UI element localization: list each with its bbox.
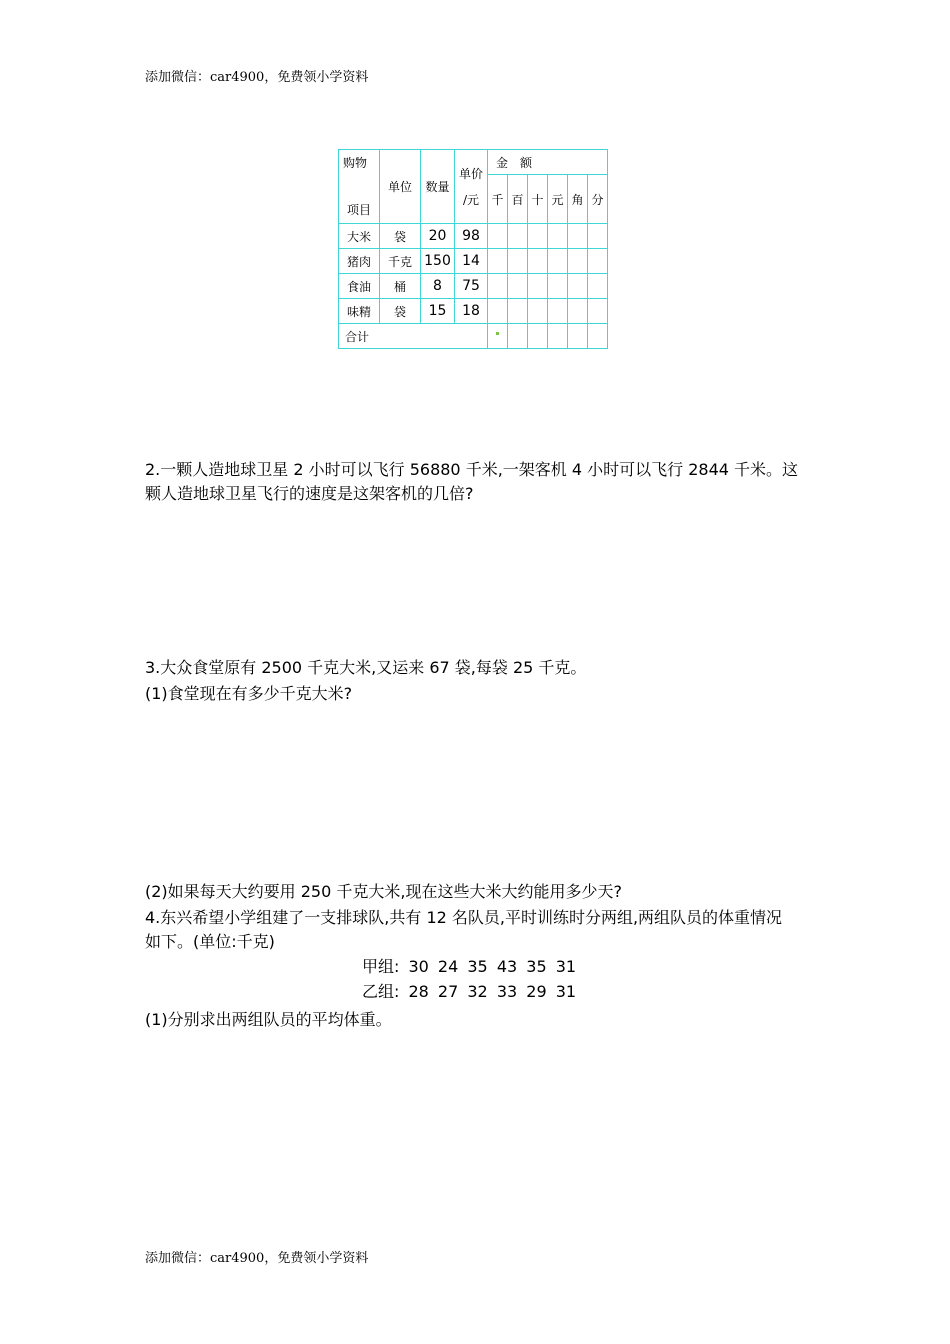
table-row [339, 224, 608, 249]
digit-header: 分 [588, 175, 608, 224]
green-dot-mark [496, 332, 499, 335]
digit-header: 十 [528, 175, 548, 224]
amount-cell [588, 299, 608, 324]
amount-cell [588, 249, 608, 274]
qty-cell: 150 [421, 249, 455, 274]
amount-cell [588, 324, 608, 349]
price-header [455, 150, 488, 224]
amount-cell [548, 249, 568, 274]
amount-cell [568, 249, 588, 274]
amount-cell [548, 324, 568, 349]
shopping-table [338, 149, 608, 349]
item-cell: 猪肉 [339, 249, 380, 274]
amount-cell [568, 274, 588, 299]
amount-cell [528, 224, 548, 249]
footer-watermark: 添加微信：car4900，免费领小学资料 [145, 1251, 369, 1266]
price-cell: 18 [455, 299, 488, 324]
question-2-line1: 2.一颗人造地球卫星 2 小时可以飞行 56880 千米,一架客机 4 小时可以飞行 2844 千米。这 [145, 460, 799, 479]
amount-cell [488, 299, 508, 324]
question-4-line2: 如下。(单位:千克) [145, 932, 275, 951]
question-4 [145, 906, 815, 954]
amount-cell [528, 249, 548, 274]
amount-cell [508, 249, 528, 274]
group-b-weights: 乙组: 28 27 32 33 29 31 [362, 982, 577, 1001]
amount-header: 金 额 [488, 150, 608, 175]
question-2-line2: 颗人造地球卫星飞行的速度是这架客机的几倍? [145, 484, 474, 503]
question-3-title: 3.大众食堂原有 2500 千克大米,又运来 67 袋,每袋 25 千克。 [145, 658, 587, 677]
item-cell: 食油 [339, 274, 380, 299]
amount-cell [508, 224, 528, 249]
amount-cell [588, 274, 608, 299]
amount-cell [488, 224, 508, 249]
unit-cell: 桶 [380, 274, 421, 299]
price-header-line2: /元 [462, 192, 480, 207]
amount-cell [488, 274, 508, 299]
amount-cell [568, 224, 588, 249]
table-row [339, 249, 608, 274]
price-cell: 98 [455, 224, 488, 249]
price-header-line1: 单价 [458, 166, 483, 181]
amount-cell [548, 224, 568, 249]
amount-cell [568, 324, 588, 349]
digit-header: 千 [488, 175, 508, 224]
corner-header [339, 150, 380, 224]
unit-cell: 袋 [380, 299, 421, 324]
digit-header: 角 [568, 175, 588, 224]
qty-cell: 8 [421, 274, 455, 299]
digit-header: 元 [548, 175, 568, 224]
amount-cell [528, 299, 548, 324]
amount-cell [528, 324, 548, 349]
group-a-weights: 甲组: 30 24 35 43 35 31 [362, 957, 577, 976]
amount-cell [508, 324, 528, 349]
qty-cell: 20 [421, 224, 455, 249]
amount-cell [508, 299, 528, 324]
item-cell: 味精 [339, 299, 380, 324]
question-3-sub2: (2)如果每天大约要用 250 千克大米,现在这些大米大约能用多少天? [145, 882, 622, 901]
question-4-line1: 4.东兴希望小学组建了一支排球队,共有 12 名队员,平时训练时分两组,两组队员的体重情况 [145, 908, 783, 927]
item-cell: 大米 [339, 224, 380, 249]
amount-cell [528, 274, 548, 299]
amount-cell [548, 299, 568, 324]
unit-cell: 袋 [380, 224, 421, 249]
unit-header: 单位 [380, 150, 421, 224]
question-4-sub1: (1)分别求出两组队员的平均体重。 [145, 1010, 392, 1029]
digit-header: 百 [508, 175, 528, 224]
question-3-sub1: (1)食堂现在有多少千克大米? [145, 684, 353, 703]
amount-cell [548, 274, 568, 299]
qty-header: 数量 [421, 150, 455, 224]
amount-cell [508, 274, 528, 299]
amount-cell [488, 324, 508, 349]
price-cell: 14 [455, 249, 488, 274]
qty-cell: 15 [421, 299, 455, 324]
corner-top-label: 购物 [343, 156, 368, 170]
unit-cell: 千克 [380, 249, 421, 274]
header-watermark: 添加微信：car4900，免费领小学资料 [145, 70, 369, 85]
price-cell: 75 [455, 274, 488, 299]
amount-cell [488, 249, 508, 274]
amount-cell [588, 224, 608, 249]
amount-cell [568, 299, 588, 324]
total-label: 合计 [339, 324, 488, 349]
table-row [339, 274, 608, 299]
table-row [339, 299, 608, 324]
total-row [339, 324, 608, 349]
corner-bottom-label: 项目 [347, 203, 372, 217]
question-2 [145, 458, 815, 506]
